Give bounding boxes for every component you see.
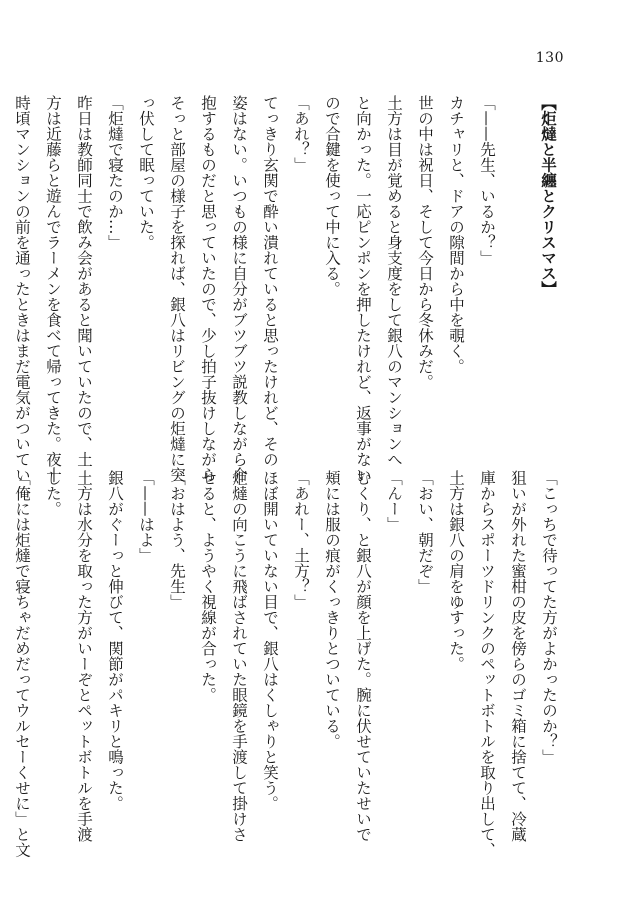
- lower-text-line: 「おい、朝だぞ」: [416, 470, 434, 594]
- lower-text-line: した。: [44, 470, 62, 517]
- lower-text-line: 庫からスポーツドリンクのペットボトルを取り出して、: [478, 470, 496, 858]
- upper-text-line: 土方は目が覚めると身支度をして銀八のマンションへ: [385, 95, 403, 467]
- lower-text-line: [0, 470, 6, 860]
- upper-text-line: と向かった。一応ピンポンを押したけれど、返事がない: [354, 95, 372, 483]
- upper-text-line: 抱するものだと思っていたので、少し拍子抜けしながら: [199, 95, 217, 483]
- upper-text-line: カチャリと、ドアの隙間から中を覗く。: [447, 95, 465, 374]
- lower-text-block: [13, 470, 564, 860]
- upper-text-line: 昨日は教師同士で飲み会があると聞いていたので、土: [75, 95, 93, 467]
- lower-text-line: 土方は銀八の肩をゆすった。: [447, 470, 465, 672]
- lower-text-line: 「こっちで待ってた方がよかったのか？」: [540, 470, 558, 765]
- upper-text-line: 「——先生、いるか？」: [478, 95, 496, 266]
- lower-text-line: むくり、と銀八が顔を上げた。腕に伏せていたせいで: [354, 470, 372, 842]
- upper-text-line: っ伏して眠っていた。: [137, 95, 155, 250]
- lower-text-line: 頬には服の痕がくっきりとついている。: [323, 470, 341, 749]
- upper-text-block: [13, 95, 564, 483]
- lower-text-line: 「んー」: [385, 470, 403, 532]
- lower-text-line: 「俺には炬燵で寝ちゃだめだってウルセーくせに」と文: [13, 470, 31, 858]
- upper-text-line: 姿はない。いつもの様に自分がブツブツ説教しながら介: [230, 95, 248, 483]
- upper-text-line: [502, 95, 533, 470]
- upper-text-line: 「炬燵で寝たのか…」: [106, 95, 124, 250]
- upper-text-line: そっと部屋の様子を探れば、銀八はリビングの炬燵に突: [168, 95, 186, 483]
- upper-text-line: 時頃マンションの前を通ったときはまだ電気がついてい: [13, 95, 31, 483]
- page-number: 130: [535, 50, 564, 66]
- upper-text-line: 世の中は祝日、そして今日から冬休みだ。: [416, 95, 434, 390]
- upper-text-line: ので合鍵を使って中に入る。: [323, 95, 341, 297]
- lower-text-line: ほぼ開いていない目で、銀八はくしゃりと笑う。: [261, 470, 279, 811]
- lower-text-line: 「おはよう、先生」: [168, 470, 186, 610]
- chapter-title: 【炬燵と半纏とクリスマス】: [539, 95, 558, 297]
- lower-text-line: 「あれー、土方？」: [292, 470, 310, 610]
- lower-text-line: 土方は水分を取った方がいーぞとペットボトルを手渡: [75, 470, 93, 842]
- lower-text-line: 銀八がぐーっと伸びて、関節がパキリと鳴った。: [106, 470, 124, 811]
- lower-text-line: 炬燵の向こうに飛ばされていた眼鏡を手渡して掛けさ: [230, 470, 248, 842]
- lower-text-line: 狙いが外れた蜜柑の皮を傍らのゴミ箱に捨てて、冷蔵: [509, 470, 527, 842]
- upper-text-line: 「あれ？」: [292, 95, 310, 173]
- lower-text-line: せると、ようやく視線が合った。: [199, 470, 217, 703]
- lower-text-line: 「——はよ」: [137, 470, 155, 563]
- upper-text-line: 方は近藤らと遊んでラーメンを食べて帰ってきた。夜十: [44, 95, 62, 483]
- upper-text-line: てっきり玄関で酔い潰れていると思ったけれど、その: [261, 95, 279, 467]
